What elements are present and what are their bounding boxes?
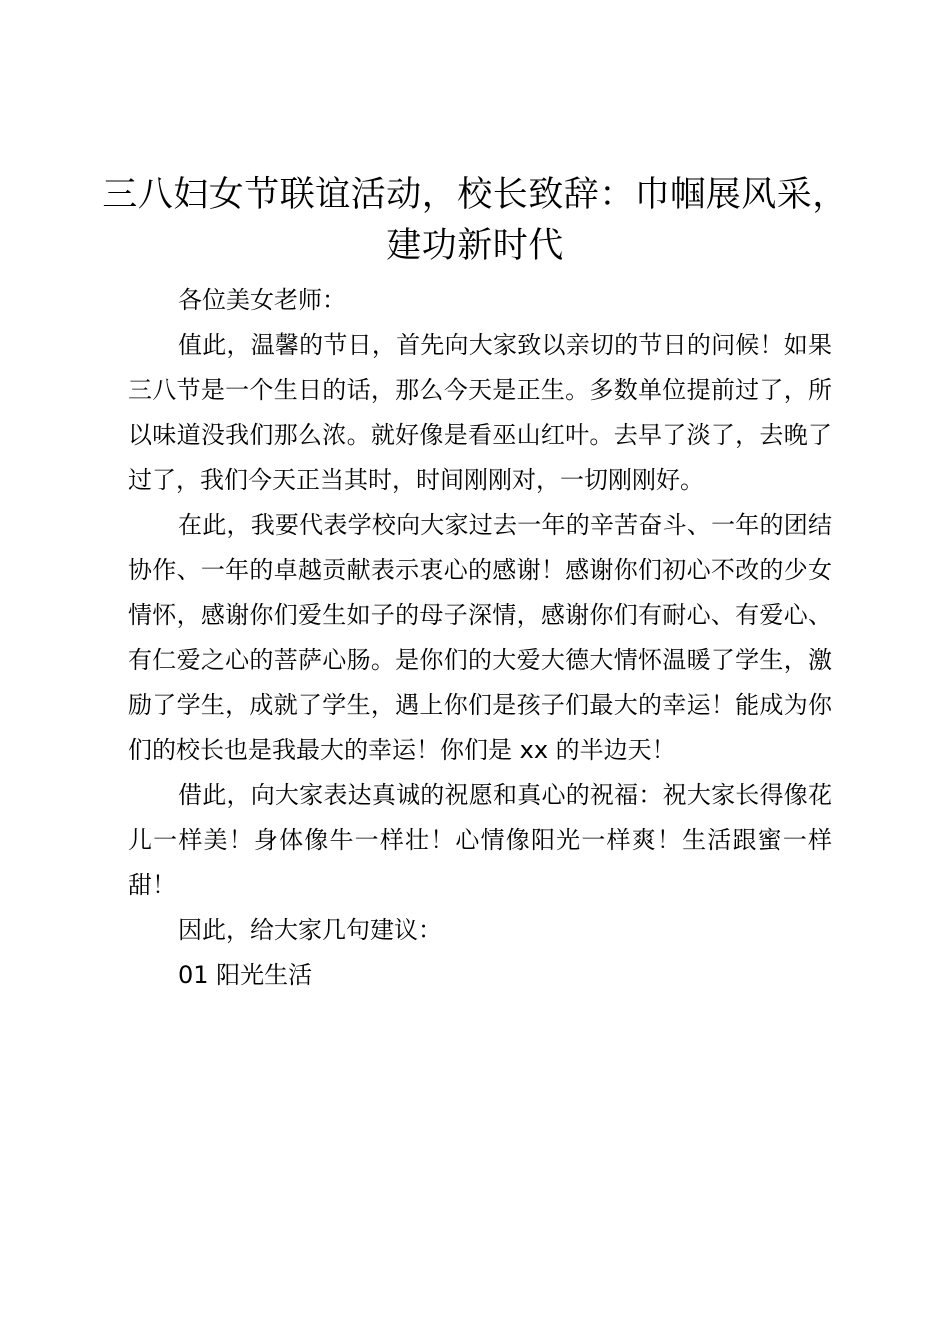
- salutation: 各位美女老师：: [178, 286, 346, 314]
- paragraph-suggestions-intro: 因此，给大家几句建议：: [178, 916, 442, 944]
- paragraph-thanks: 在此，我要代表学校向大家过去一年的辛苦奋斗、一年的团结协作、一年的卓越贡献表示衷心的感谢！感谢你们初心不改的少女情怀，感谢你们爱生如子的母子深情，感谢你们有耐心、有爱心、有仁爱之心的菩萨心肠。是你们的大爱大德大情怀温暖了学生，激励了学生，成就了学生，遇上你们是孩子们最大的幸运！能成为你们的校长也是我最大的幸运！你们是 xx 的半边天！: [128, 511, 832, 764]
- paragraph-greeting: 值此，温馨的节日，首先向大家致以亲切的节日的问候！如果三八节是一个生日的话，那么今天是正生。多数单位提前过了，所以味道没我们那么浓。就好像是看巫山红叶。去早了淡了，去晚了过了，我们今天正当其时，时间刚刚对，一切刚刚好。: [128, 331, 832, 494]
- section-heading-01: 01 阳光生活: [178, 961, 313, 989]
- document-body: [128, 278, 832, 998]
- paragraph-wishes: 借此，向大家表达真诚的祝愿和真心的祝福：祝大家长得像花儿一样美！身体像牛一样壮！心情像阳光一样爽！生活跟蜜一样甜！: [128, 781, 832, 899]
- document-title: 三八妇女节联谊活动，校长致辞：巾帼展风采，建功新时代: [102, 175, 848, 266]
